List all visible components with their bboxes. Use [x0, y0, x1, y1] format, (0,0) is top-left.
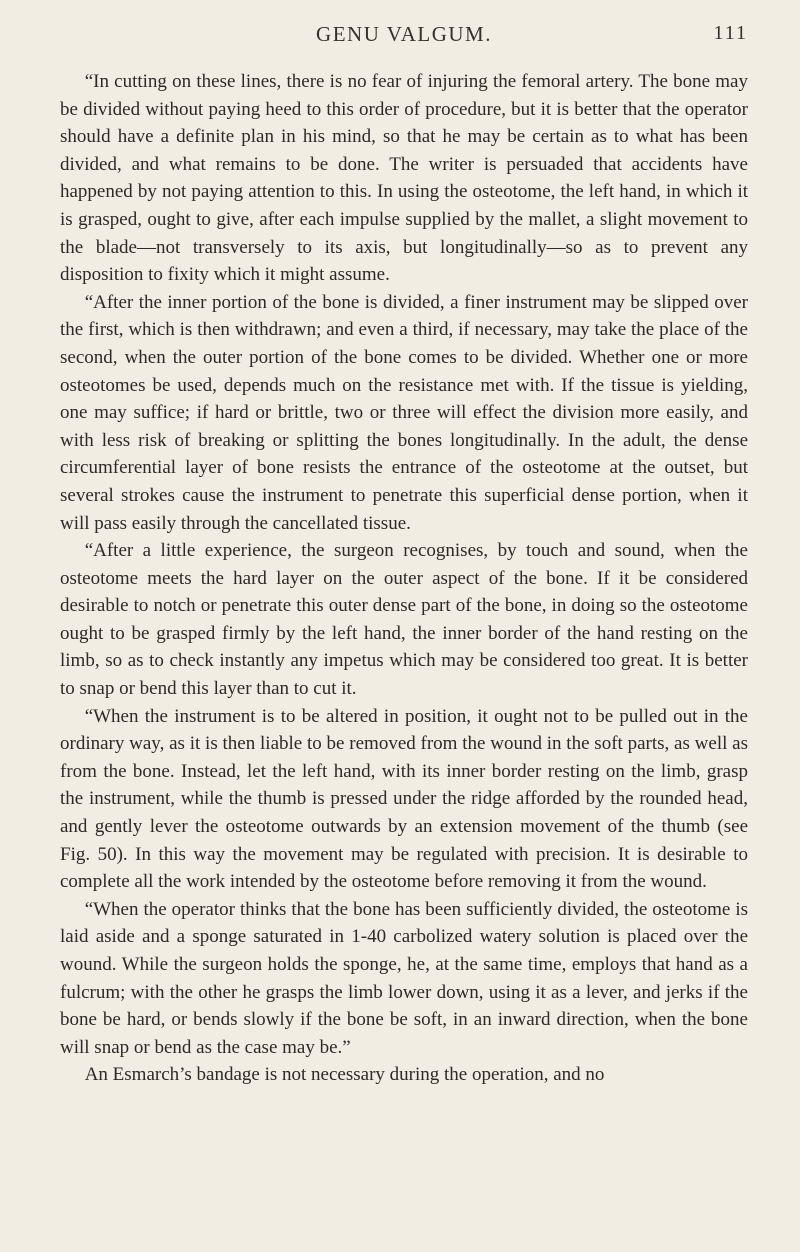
paragraph: “After the inner portion of the bone is divided, a finer instrument may be slipped over the first, which is then withdrawn; and even a third, if necessary, may take the place of the second, when the outer portion of the bone comes to be divided. Whether one or more osteotomes be used, depends much on the resistance met with. If the tissue is yielding, one may suffice; if hard or brittle, two or three will effect the division more easily, and with less risk of breaking or splitting the bones longitudinally. In the adult, the dense circumferential layer of bone resists the entrance of the osteotome at the outset, but several strokes cause the instrument to penetrate this superficial dense portion, when it will pass easily through the cancellated tissue. [60, 291, 748, 534]
page-number: 111 [713, 22, 748, 44]
paragraph: “When the instrument is to be altered in position, it ought not to be pulled out in the ordinary way, as it is then liable to be removed from the wound in the soft parts, as well as from the bone. Instead, let the left hand, with its inner border resting on the limb, grasp the instrument, while the thumb is pressed under the ridge afforded by the rounded head, and gently lever the osteotome outwards by an extension movement of the thumb (see Fig. 50). In this way the movement may be regulated with precision. It is desirable to complete all the work intended by the osteotome before removing it from the wound. [60, 705, 748, 893]
paragraph: An Esmarch’s bandage is not necessary during the operation, and no [84, 1064, 605, 1086]
body-text [60, 68, 748, 1089]
paragraph: “When the operator thinks that the bone has been sufficiently divided, the osteotome is laid aside and a sponge saturated in 1-40 carbolized watery solution is placed over the wound. While the surgeon holds the sponge, he, at the same time, employs that hand as a fulcrum; with the other he grasps the limb lower down, using it as a lever, and jerks if the bone be hard, or bends slowly if the bone be soft, in an inward direction, when the bone will snap or bend as the case may be.” [60, 898, 748, 1058]
paragraph: “After a little experience, the surgeon recognises, by touch and sound, when the osteotome meets the hard layer on the outer aspect of the bone. If it be considered desirable to notch or penetrate this outer dense part of the bone, in doing so the osteotome ought to be grasped firmly by the left hand, the inner border of the hand resting on the limb, so as to check instantly any impetus which may be considered too great. It is better to snap or bend this layer than to cut it. [60, 540, 748, 700]
running-head [60, 14, 748, 54]
running-title: GENU VALGUM. [316, 22, 492, 46]
paragraph: “In cutting on these lines, there is no fear of injuring the femoral artery. The bone may be divided without paying heed to this order of procedure, but it is better that the operator should have a definite plan in his mind, so that he may be certain as to what has been divided, and what remains to be done. The writer is persuaded that accidents have happened by not paying attention to this. In using the osteotome, the left hand, in which it is grasped, ought to give, after each impulse supplied by the mallet, a slight movement to the blade—not transversely to its axis, but longitudinally—so as to prevent any disposition to fixity which it might assume. [60, 71, 748, 286]
